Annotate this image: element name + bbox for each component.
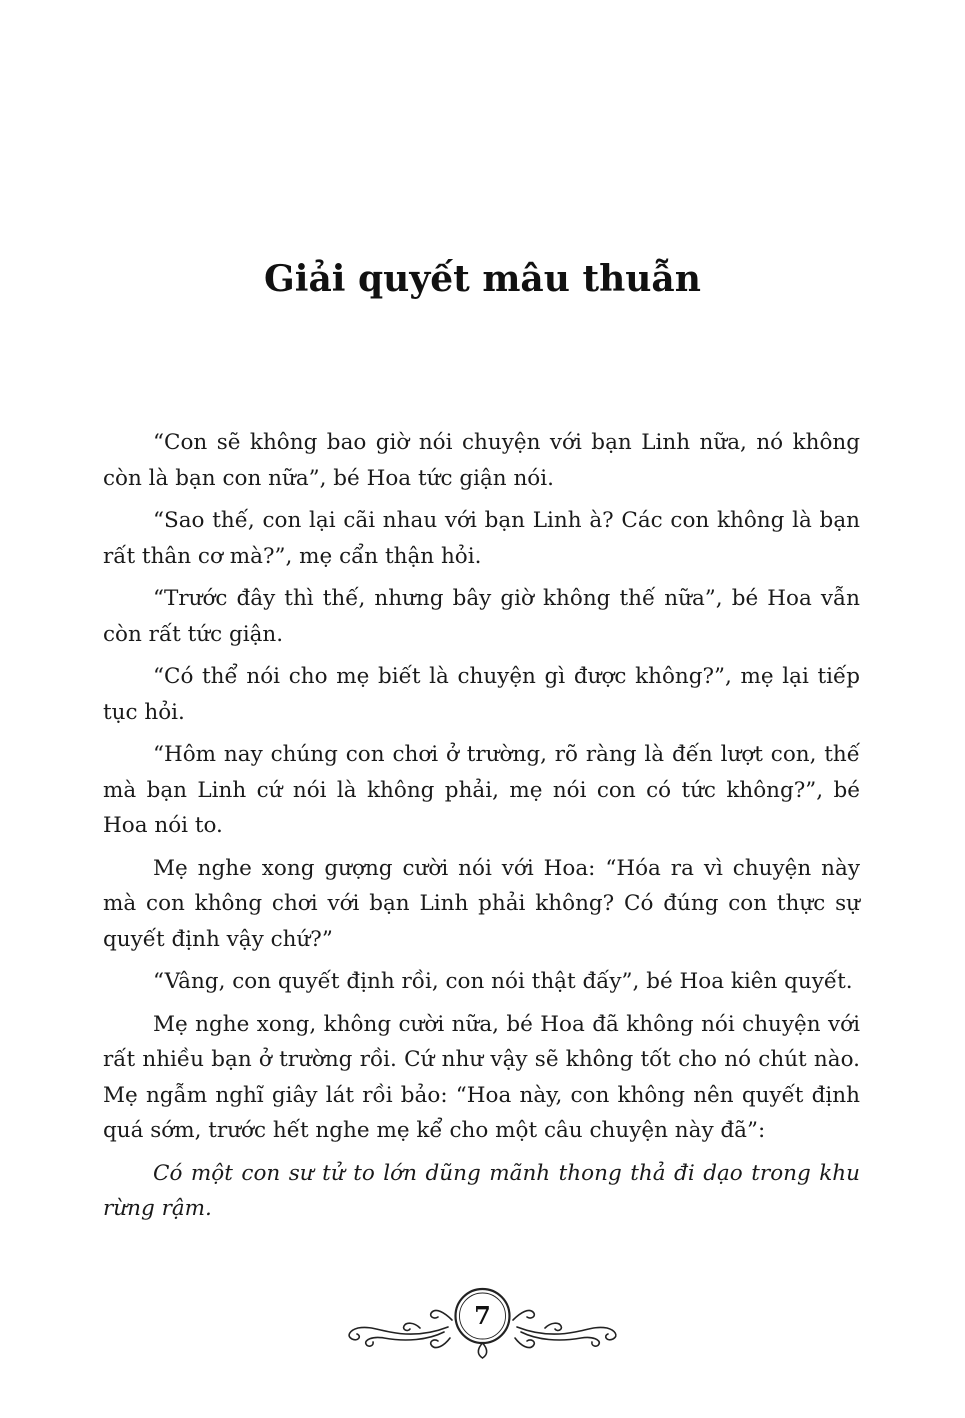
paragraph: “Có thể nói cho mẹ biết là chuyện gì được không?”, mẹ lại tiếp tục hỏi.	[103, 664, 860, 725]
paragraph: “Con sẽ không bao giờ nói chuyện với bạn Linh nữa, nó không còn là bạn con nữa”, bé Hoa tức giận nói.	[103, 430, 860, 491]
paragraph: “Hôm nay chúng con chơi ở trường, rõ ràng là đến lượt con, thế mà bạn Linh cứ nói là không phải, mẹ nói con có tức không?”, bé Hoa nói to.	[103, 742, 860, 838]
paragraph: “Trước đây thì thế, nhưng bây giờ không thế nữa”, bé Hoa vẫn còn rất tức giận.	[103, 586, 860, 647]
page-footer	[340, 1282, 625, 1362]
paragraph: Mẹ nghe xong, không cười nữa, bé Hoa đã không nói chuyện với rất nhiều bạn ở trường rồi. Cứ như vậy sẽ không tốt cho nó chút nào. Mẹ ngẫm nghĩ giây lát rồi bảo: “Hoa này, con không nên quyết định quá sớm, trước hết nghe mẹ kể cho một câu chuyện này đã”:	[103, 1011, 860, 1143]
page-number: 7	[474, 1301, 491, 1330]
paragraph: “Sao thế, con lại cãi nhau với bạn Linh à? Các con không là bạn rất thân cơ mà?”, mẹ cẩn thận hỏi.	[103, 508, 860, 569]
paragraph: Mẹ nghe xong gượng cười nói với Hoa: “Hóa ra vì chuyện này mà con không chơi với bạn Linh phải không? Có đúng con thực sự quyết định vậy chứ?”	[103, 855, 860, 952]
story-paragraph-italic: Có một con sư tử to lớn dũng mãnh thong thả đi dạo trong khu rừng rậm.	[103, 1160, 860, 1221]
body-text	[103, 425, 860, 1234]
chapter-title: Giải quyết mâu thuẫn	[264, 258, 701, 300]
paragraph: “Vâng, con quyết định rồi, con nói thật đấy”, bé Hoa kiên quyết.	[153, 969, 853, 994]
